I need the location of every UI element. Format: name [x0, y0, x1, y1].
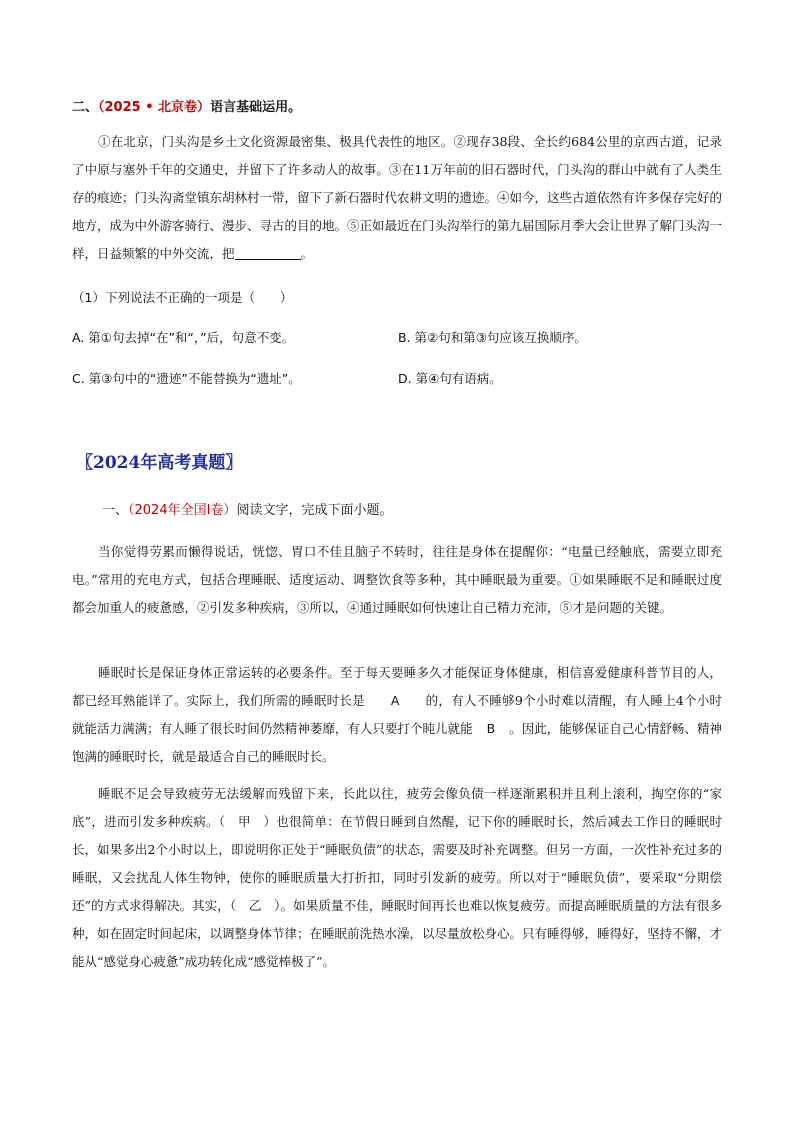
- option-b: B. 第②句和第③句应该互换顺序。: [398, 330, 587, 345]
- question-source: （2024年全国Ⅰ卷）: [128, 503, 237, 518]
- passage-end: 。: [300, 246, 314, 261]
- paragraph-text: 睡眠时长是保证身体正常运转的必要条件。至于每天要睡多久才能保证身体健康，相信喜爱健康科普节目的人，都已经耳熟能详了。实际上，我们所需的睡眠时长是: [72, 665, 722, 708]
- question-instruction: 阅读文字，完成下面小题。: [236, 503, 393, 518]
- question-source: （2025 • 北京卷）: [98, 100, 211, 115]
- passage-q2-paragraph-2: [72, 659, 722, 771]
- passage-q2-paragraph-3: 睡眠不足会导致疲劳无法缓解而残留下来，长此以往，疲劳会像负债一样逐渐累积并且利上滚利，掏空你的“家底”，进而引发多种疾病。（ 甲 ）也很简单：在节假日睡到自然醒，记下你的睡眠时长，然后减去工作日的睡眠时长，如果多出2个小时以上，即说明你正处于“睡眠负债”的状态，需要及时补充调整。但另一方面，一次性补充过多的睡眠，又会扰乱人体生物钟，使你的睡眠质量大打折扣，同时引发新的疲劳。所以对于“睡眠负债”，要采取“分期偿还”的方式求得解决。其实，（ 乙 ）。如果质量不佳，睡眠时间再长也难以恢复疲劳。而提高睡眠质量的方法有很多种，如在固定时间起床，以调整身体节律；在睡眠前洗热水澡，以尽量放松身心。只有睡得够，睡得好，坚持不懈，才能从“感觉身心疲惫”成功转化成“感觉棒极了”。: [72, 786, 723, 969]
- blank-label-b: B: [486, 721, 496, 736]
- section-title: 〖2024年高考真题〗: [76, 453, 243, 473]
- option-c: C. 第③句中的“遗迹”不能替换为“遗址”。: [72, 371, 301, 386]
- question-heading-q1: [72, 96, 301, 115]
- fill-blank: [235, 245, 301, 260]
- passage-text: ①在北京，门头沟是乡土文化资源最密集、极具代表性的地区。②现存38段、全长约684公里的京西古道，记录了中原与塞外千年的交通史，并留下了许多动人的故事。③在11万年前的旧石器时代，门头沟的群山中就有了人类生存的痕迹；门头沟斋堂镇东胡林村一带，留下了新石器时代农耕文明的遗迹。④如今，这些古道依然有许多保存完好的地方，成为中外游客骑行、漫步、寻古的目的地。⑤正如最近在门头沟举行的第九届国际月季大会让世界了解门头沟一样，日益频繁的中外交流，把: [72, 134, 723, 261]
- question-heading-q2: [102, 499, 392, 518]
- question-number: 一、: [102, 503, 129, 518]
- passage-q1: [72, 128, 722, 268]
- passage-q2-paragraph-1: 当你觉得劳累而懒得说话，恍惚、胃口不佳且脑子不转时，往往是身体在提醒你：“电量已经触底，需要立即充电。”常用的充电方式，包括合理睡眠、适度运动、调整饮食等多种，其中睡眠最为重要。①如果睡眠不足和睡眠过度都会加重人的疲惫感，②引发多种疾病，③所以，④通过睡眠如何快速让自己精力充沛，⑤才是问题的关键。: [72, 544, 722, 615]
- paragraph-text: 。因此，能够保证自己心情舒畅、精神饱满的睡眠时长，就是最适合自己的睡眠时长。: [72, 721, 722, 764]
- paragraph-text: 的，有人不睡够9个小时难以清醒，有人睡上4个小时就能活力满满；有人睡了很长时间仍然精神萎靡，有人只要打个盹儿就能: [72, 693, 722, 736]
- question-instruction: 语言基础运用。: [210, 100, 302, 115]
- blank-label-a: A: [390, 693, 400, 708]
- question-number: 二、: [72, 100, 99, 115]
- option-d: D. 第④句有语病。: [398, 371, 502, 386]
- option-a: A. 第①句去掉“在”和“，”后，句意不变。: [72, 330, 295, 345]
- subquestion-1: （1）下列说法不正确的一项是（ ）: [72, 290, 293, 305]
